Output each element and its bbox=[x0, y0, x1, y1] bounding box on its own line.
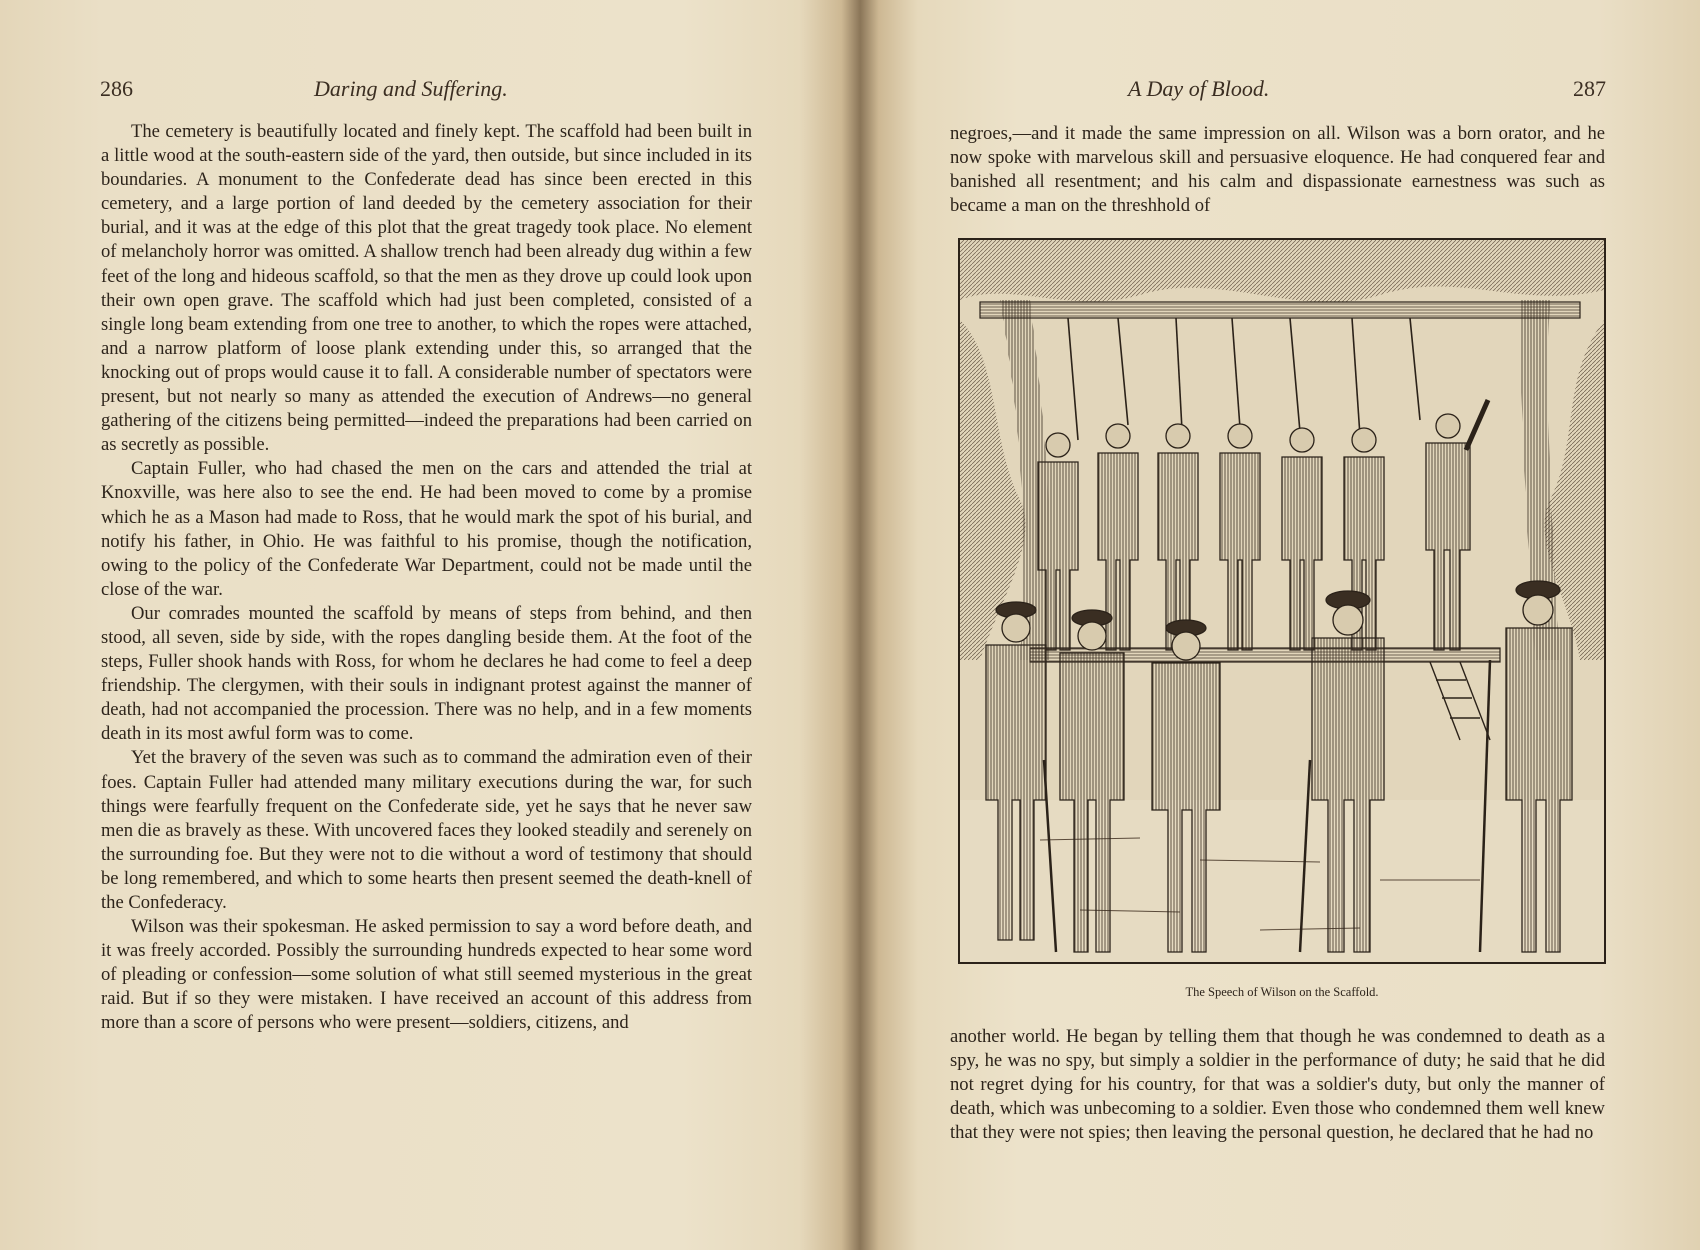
paragraph: another world. He began by telling them that though he was condemned to death as a spy, he was no spy, but simply a soldier in the performance of duty; he said that he did not regret dying for his country, for that was a soldier's duty, but only the manner of death, which was unbecoming to a soldier. Even those who condemned them well knew that they were not spies; then leaving the personal question, he declared that he had no bbox=[950, 1026, 1605, 1144]
right-page-bottom-text bbox=[950, 1025, 1605, 1145]
right-running-title: A Day of Blood. bbox=[1128, 76, 1270, 101]
left-page-header bbox=[100, 76, 752, 108]
paragraph: The cemetery is beautifully located and finely kept. The scaffold had been built in a little wood at the south-eastern side of the yard, then outside, but since included in its boundaries. A monument to the Confederate dead has since been erected in this cemetery, and a large portion of land deeded by the cemetery association for their burial, and it was at the edge of this plot that the great tragedy took place. No element of melancholy horror was omitted. A shallow trench had been already dug within a few feet of the long and hideous scaffold, so that the men as they drove up could look upon their own open grave. The scaffold which had just been completed, consisted of a single long beam extending from one tree to another, to which the ropes were attached, and a narrow platform of loose plank extending under this, so arranged that the knocking out of props would cause it to fall. A considerable number of spectators were present, but not nearly so many as attended the execution of Andrews—no general gathering of the citizens being permitted—indeed the preparations had been carried on as secretly as possible. bbox=[101, 121, 752, 456]
paragraph: Our comrades mounted the scaffold by means of steps from behind, and then stood, all seven, side by side, with the ropes dangling beside them. At the foot of the steps, Fuller shook hands with Ross, for whom he declares he had come to feel a deep friendship. The clergymen, with their souls in indignant protest against the manner of death, had not accompanied the procession. There was no help, and in a few moments death in its most awful form was to come. bbox=[101, 602, 752, 745]
scaffold-illustration bbox=[958, 238, 1606, 964]
right-page bbox=[850, 0, 1700, 1250]
left-running-title: Daring and Suffering. bbox=[314, 76, 508, 101]
left-page-number: 286 bbox=[100, 76, 133, 101]
figure-caption: The Speech of Wilson on the Scaffold. bbox=[1185, 985, 1379, 999]
paragraph: Captain Fuller, who had chased the men on the cars and attended the trial at Knoxville, was here also to see the end. He had been moved to come by a promise which he as a Mason had made to Ross, that he would mark the spot of his burial, and notify his father, in Ohio. He was faithful to his promise, though the notification, owing to the policy of the Confederate War Department, could not be made until the close of the war. bbox=[101, 458, 752, 600]
engraving-image bbox=[960, 240, 1604, 962]
right-page-header bbox=[958, 76, 1606, 108]
paragraph: Wilson was their spokesman. He asked permission to say a word before death, and it was freely accorded. Possibly the surrounding hundreds expected to hear some word of pleading or confession—some solution of what still seemed mysterious in the great raid. But if so they were mistaken. I have received an account of this address from more than a score of persons who were present—soldiers, citizens, and bbox=[101, 916, 752, 1034]
left-page-body bbox=[101, 120, 752, 1036]
right-page-number: 287 bbox=[1573, 76, 1606, 101]
right-page-top-text bbox=[950, 122, 1605, 218]
paragraph: negroes,—and it made the same impression on all. Wilson was a born orator, and he now spoke with marvelous skill and persuasive eloquence. He had conquered fear and banished all resentment; and his calm and dispassionate earnestness was such as became a man on the threshhold of bbox=[950, 123, 1605, 217]
paragraph: Yet the bravery of the seven was such as to command the admiration even of their foes. Captain Fuller had attended many military executions during the war, for such things were fearfully frequent on the Confederate side, yet he says that he never saw men die as bravely as these. With uncovered faces they looked steadily and serenely on the surrounding foe. But they were not to die without a word of testimony that should be long remembered, and which to some hearts then present seemed the death-knell of the Confederacy. bbox=[101, 747, 752, 913]
